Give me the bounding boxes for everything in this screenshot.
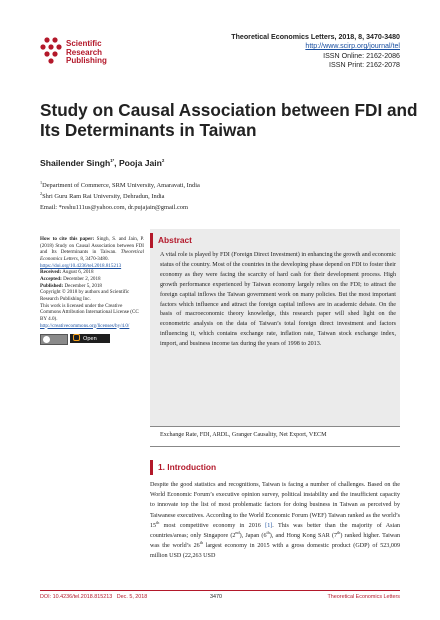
accepted-date: Accepted: December 2, 2018 bbox=[40, 275, 101, 282]
cc-by-badge-icon[interactable] bbox=[40, 334, 68, 345]
open-access-badge[interactable]: Open Access bbox=[70, 334, 110, 343]
footer-journal-name: Theoretical Economics Letters bbox=[327, 594, 400, 600]
author-2-marker: 2 bbox=[161, 158, 165, 164]
publisher-logo[interactable] bbox=[40, 36, 190, 66]
introduction-text: Despite the good statistics and recognitions, Taiwan is facing a number of challenges. Based on the World Economic Forum’s executive opinion survey, political instability and the insufficient capacity to innovate top the list of most problematic factors for doing business in Taiwan as perceived by Taiwanese executives. According to the World Economic Forum (WEF) Taiwan ranked as the world’s 15th most competitive economy in 2016 [1]. This was better than the majority of Asian countries/areas; only Singapore (2nd), Japan (6th), and Hong Kong SAR (7th) ranked higher. Taiwan was the world’s 26th largest economy in 2015 with a gross domestic product (GDP) of 523,009 million USD (22,263 USD bbox=[150, 482, 401, 560]
how-to-cite: How to cite this paper: Singh, S. and Jain, P. (2018) Study on Causal Association between FDI and Its Determinants in Taiwan. Theoretical Economics Letters, 8, 3470-3480. https://doi.org/10.4236/tel.2018.815213 bbox=[40, 236, 144, 269]
journal-info bbox=[231, 33, 400, 71]
license-url-link[interactable]: http://creativecommons.org/licenses/by/4.0/ bbox=[40, 322, 130, 329]
sidebar-metadata bbox=[40, 236, 144, 352]
author-list bbox=[40, 158, 164, 168]
heading-accent-bar bbox=[150, 460, 153, 475]
footer-doi[interactable]: DOI: 10.4236/tel.2018.815213 Dec. 5, 2018 bbox=[40, 594, 148, 600]
title-line-2: Its Determinants in Taiwan bbox=[40, 120, 257, 140]
abstract-text: A vital role is played by FDI (Foreign Direct Investment) in enhancing the growth and economic status of the country. Most of the countries in the developing phase depend on FDI to foster their economy as they were facing the scarcity of hard cash for their development process. High growth performance experienced by Taiwan economy largely relies on the FDI; to attract the foreign capital inflows the Taiwan government work on many policies. But the most important factors which influence and attract the foreign capital inflows are in academic debate. On the basis of macroeconomic theory knowledge, this research paper will shed light on the econometric analysis on the data of Taiwan’s total foreign direct investment and factors influencing it, which contains exchange rate, inflation rate, Taiwan stock exchange index, import, and business income tax during the years of 1998 to 2013. bbox=[160, 252, 396, 348]
badges bbox=[40, 334, 144, 352]
journal-url-link[interactable]: http://www.scirp.org/journal/tel bbox=[305, 42, 400, 51]
citation-doi-link[interactable]: https://doi.org/10.4236/tel.2018.815213 bbox=[40, 262, 122, 269]
publisher-logo-icon bbox=[40, 36, 64, 64]
received-date: Received: August 6, 2018 bbox=[40, 269, 94, 276]
author-1-marker: 1* bbox=[110, 158, 115, 164]
affiliations bbox=[40, 180, 200, 213]
license-notice: This work is licensed under the Creative Commons Attribution International License (CC BY 4.0). bbox=[40, 302, 139, 322]
issn-print: ISSN Print: 2162-2078 bbox=[329, 61, 400, 70]
author-email[interactable]: Email: *reshu111us@yahoo.com, dr.pujajain@gmail.com bbox=[40, 204, 188, 211]
page-number: 3470 bbox=[210, 594, 222, 600]
published-date: Published: December 5, 2018 bbox=[40, 282, 102, 289]
paper-title bbox=[40, 100, 418, 140]
keywords-divider-top bbox=[150, 426, 400, 427]
footer-rule bbox=[40, 590, 400, 591]
page-footer bbox=[40, 592, 400, 602]
affiliation-2: $^2$Shri Guru Ram Rai University, Dehradun, India bbox=[40, 190, 165, 200]
keywords-list: Exchange Rate, FDI, ARDL, Granger Causality, Net Export, VECM bbox=[160, 432, 327, 438]
keywords-divider-bottom bbox=[150, 446, 400, 447]
author-2: Pooja Jain bbox=[118, 158, 162, 168]
journal-citation: Theoretical Economics Letters, 2018, 8, 3470-3480 bbox=[231, 33, 400, 41]
affiliation-1: $^1$Department of Commerce, SRM University, Amaravati, India bbox=[40, 179, 200, 189]
introduction-heading: 1. Introduction bbox=[150, 460, 400, 475]
copyright-notice: Copyright © 2018 by authors and Scientific Research Publishing Inc. bbox=[40, 289, 130, 302]
abstract-heading: Abstract bbox=[150, 233, 400, 248]
author-1: Shailender Singh bbox=[40, 158, 111, 168]
open-lock-icon bbox=[73, 334, 80, 341]
author-separator: , bbox=[114, 158, 119, 168]
title-line-1: Study on Causal Association between FDI and bbox=[40, 100, 418, 120]
issn-online: ISSN Online: 2162-2086 bbox=[323, 51, 400, 60]
reference-link[interactable]: [1] bbox=[265, 522, 273, 529]
heading-accent-bar bbox=[150, 233, 153, 248]
publisher-name: Scientific Research Publishing bbox=[66, 39, 107, 65]
